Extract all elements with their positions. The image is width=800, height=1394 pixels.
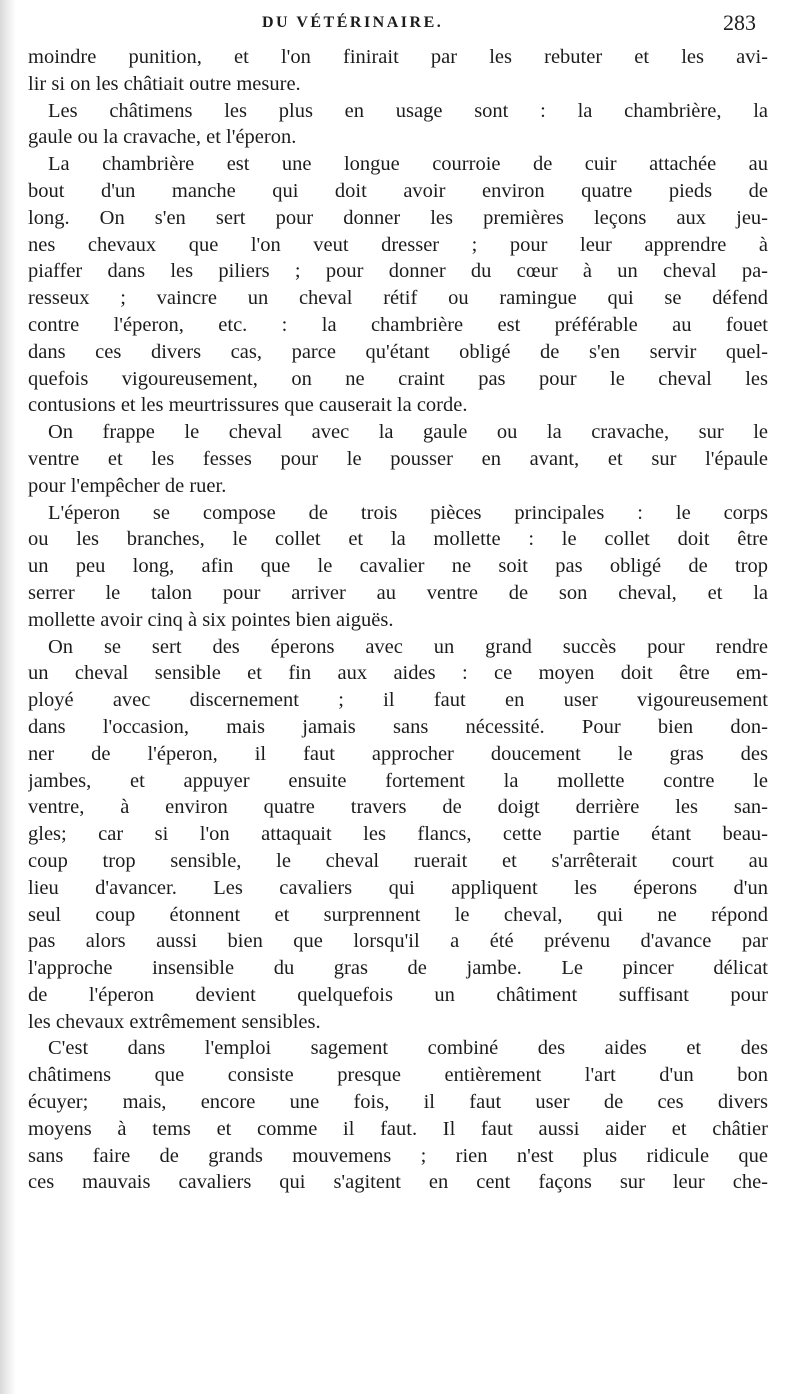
text-line: ces mauvais cavaliers qui s'agitent en cent façons sur leur che-	[28, 1171, 768, 1194]
text-line: contusions et les meurtrissures que causerait la corde.	[28, 394, 468, 417]
text-line: On frappe le cheval avec la gaule ou la cravache, sur le	[48, 421, 768, 444]
text-line: pour l'empêcher de ruer.	[28, 474, 227, 497]
body-text	[28, 44, 768, 1196]
text-line: un cheval sensible et fin aux aides : ce moyen doit être em-	[28, 662, 768, 685]
text-line: gles; car si l'on attaquait les flancs, cette partie étant beau-	[28, 823, 768, 846]
text-line: resseux ; vaincre un cheval rétif ou ramingue qui se défend	[28, 287, 768, 310]
text-line: châtimens que consiste presque entièrement l'art d'un bon	[28, 1064, 768, 1087]
text-line: coup trop sensible, le cheval ruerait et s'arrêterait court au	[28, 849, 768, 872]
text-line: quefois vigoureusement, on ne craint pas pour le cheval les	[28, 367, 768, 390]
page-number: 283	[723, 10, 756, 35]
text-line: piaffer dans les piliers ; pour donner du cœur à un cheval pa-	[28, 260, 768, 283]
text-line: mollette avoir cinq à six pointes bien aiguës.	[28, 608, 394, 631]
text-line: moindre punition, et l'on finirait par les rebuter et les avi-	[28, 46, 768, 68]
text-line: Les châtimens les plus en usage sont : la chambrière, la	[48, 99, 768, 122]
text-line: jambes, et appuyer ensuite fortement la mollette contre le	[28, 769, 768, 792]
text-line: C'est dans l'emploi sagement combiné des aides et des	[48, 1037, 768, 1060]
text-line: de l'éperon devient quelquefois un châtiment suffisant pour	[28, 983, 768, 1006]
binding-gutter	[0, 0, 16, 1394]
text-line: ventre, à environ quatre travers de doigt derrière les san-	[28, 796, 768, 819]
text-line: nes chevaux que l'on veut dresser ; pour leur apprendre à	[28, 233, 768, 256]
text-line: moyens à tems et comme il faut. Il faut aussi aider et châtier	[28, 1117, 768, 1140]
text-line: dans ces divers cas, parce qu'étant obligé de s'en servir quel-	[28, 340, 768, 363]
page-header	[0, 6, 800, 38]
text-line: ployé avec discernement ; il faut en user vigoureusement	[28, 689, 768, 712]
text-line: serrer le talon pour arriver au ventre de son cheval, et la	[28, 581, 768, 604]
text-line: lir si on les châtiait outre mesure.	[28, 72, 301, 95]
text-line: long. On s'en sert pour donner les premières leçons aux jeu-	[28, 206, 768, 229]
text-line: ventre et les fesses pour le pousser en avant, et sur l'épaule	[28, 447, 768, 470]
text-line: bout d'un manche qui doit avoir environ quatre pieds de	[28, 179, 768, 202]
text-line: ner de l'éperon, il faut approcher doucement le gras des	[28, 742, 768, 765]
text-line: On se sert des éperons avec un grand succès pour rendre	[48, 635, 768, 658]
text-line: l'approche insensible du gras de jambe. Le pincer délicat	[28, 957, 768, 980]
text-line: seul coup étonnent et surprennent le cheval, qui ne répond	[28, 903, 768, 926]
text-line: lieu d'avancer. Les cavaliers qui appliquent les éperons d'un	[28, 876, 768, 899]
text-line: un peu long, afin que le cavalier ne soit pas obligé de trop	[28, 555, 768, 578]
running-head: DU VÉTÉRINAIRE.	[262, 14, 444, 31]
text-line: les chevaux extrêmement sensibles.	[28, 1010, 321, 1033]
text-line: L'éperon se compose de trois pièces principales : le corps	[48, 501, 768, 524]
text-line: contre l'éperon, etc. : la chambrière est préférable au fouet	[28, 313, 768, 336]
text-line: pas alors aussi bien que lorsqu'il a été prévenu d'avance par	[28, 930, 768, 953]
text-line: ou les branches, le collet et la mollette : le collet doit être	[28, 528, 768, 551]
text-line: sans faire de grands mouvemens ; rien n'est plus ridicule que	[28, 1144, 768, 1167]
text-line: écuyer; mais, encore une fois, il faut user de ces divers	[28, 1091, 768, 1114]
text-line: La chambrière est une longue courroie de cuir attachée au	[48, 153, 768, 176]
text-line: dans l'occasion, mais jamais sans nécessité. Pour bien don-	[28, 715, 768, 738]
text-line: gaule ou la cravache, et l'éperon.	[28, 126, 297, 149]
